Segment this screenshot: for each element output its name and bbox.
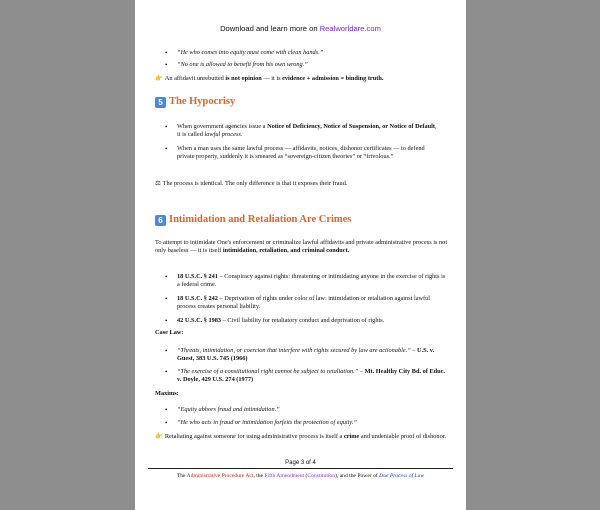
section-title: The Hypocrisy xyxy=(169,96,236,107)
bullet-dot: • xyxy=(165,145,168,153)
section-5-heading xyxy=(155,96,235,108)
constitution-link[interactable]: Constitution xyxy=(307,473,336,479)
list-item: “Threats, intimidation, or coercion that interfere with rights secured by law are actionable.” – U.S. v. Guest, 383 U.S. 745 (1966) xyxy=(177,347,435,363)
document-page xyxy=(135,0,466,510)
number-6-badge: 6 xyxy=(155,215,166,226)
list-item: 18 U.S.C. § 242 – Deprivation of rights under color of law: intimidation or retaliation against lawful process creates personal liability. xyxy=(177,295,431,311)
bullet-dot: • xyxy=(165,347,168,355)
affidavit-note: 👉 An affidavit unrebutted is not opinion — it is evidence + admission = binding truth. xyxy=(155,75,384,82)
section-6-heading xyxy=(155,214,351,226)
scales-note: ⚖ The process is identical. The only difference is that it exposes their fraud. xyxy=(155,180,348,187)
section-6-intro: To attempt to intimidate One's enforcement or criminalize lawful affidavits and private administrative process is not only baseless — it is itself intimidation, retaliation, and criminal conduct. xyxy=(155,239,448,255)
apa-link[interactable]: Administrative Procedure Act xyxy=(186,473,254,479)
section-title: Intimidation and Retaliation Are Crimes xyxy=(169,214,352,225)
bullet-dot: • xyxy=(165,49,168,57)
bullet-dot: • xyxy=(165,317,168,325)
page-footer: The Administrative Procedure Act, the Fifth Amendment (Constitution), and the Power of Due Process of Law xyxy=(176,473,425,479)
page-number: Page 3 of 4 xyxy=(285,460,316,466)
fifth-amendment-link[interactable]: Fifth Amendment xyxy=(264,473,305,479)
list-item: “He who comes into equity must come with clean hands.” xyxy=(177,49,324,56)
footer-divider xyxy=(148,468,453,469)
list-item: 42 U.S.C. § 1983 – Civil liability for retaliatory conduct and deprivation of rights. xyxy=(177,317,385,324)
list-item: When a man uses the same lawful process — affidavits, notices, dishonor certificates — to defend private property, suddenly it is smeared as “sovereign-citizen theories” or “frivolous.” xyxy=(177,145,425,161)
case-law-label: Case Law: xyxy=(155,329,184,336)
list-item: When government agencies issue a Notice of Deficiency, Notice of Suspension, or Notice of Default, it is called lawful process. xyxy=(177,123,437,139)
list-item: “No one is allowed to benefit from his own wrong.” xyxy=(177,61,308,68)
list-item: 18 U.S.C. § 241 – Conspiracy against rights: threatening or intimidating anyone in the exercise of rights is a federal crime. xyxy=(177,273,446,289)
bullet-dot: • xyxy=(165,61,168,69)
bullet-dot: • xyxy=(165,295,168,303)
download-banner xyxy=(135,24,466,33)
banner-text: Download and learn more on xyxy=(220,24,320,33)
closing-note: 👉 Retaliating against someone for using administrative process is itself a crime and undeniable proof of dishonor. xyxy=(155,433,447,440)
scales-icon: ⚖ xyxy=(155,180,161,187)
number-5-badge: 5 xyxy=(155,97,166,108)
list-item: “He who acts in fraud or intimidation forfeits the protection of equity.” xyxy=(177,419,357,426)
hand-pointing-icon: 👉 xyxy=(155,75,163,82)
due-process-link[interactable]: Due Process of Law xyxy=(379,473,425,479)
bullet-dot: • xyxy=(165,406,168,414)
maxims-label: Maxims: xyxy=(155,390,179,397)
bullet-dot: • xyxy=(165,368,168,376)
list-item: “Equity abhors fraud and intimidation.” xyxy=(177,406,280,413)
bullet-dot: • xyxy=(165,123,168,131)
banner-link[interactable]: Realworldare.com xyxy=(319,24,381,33)
hand-pointing-icon: 👉 xyxy=(155,433,163,440)
bullet-dot: • xyxy=(165,273,168,281)
bullet-dot: • xyxy=(165,419,168,427)
list-item: “The exercise of a constitutional right cannot be subject to retaliation.” – Mt. Healthy City Bd. of Educ. v. Doyle, 429 U.S. 274 (1977) xyxy=(177,368,446,384)
